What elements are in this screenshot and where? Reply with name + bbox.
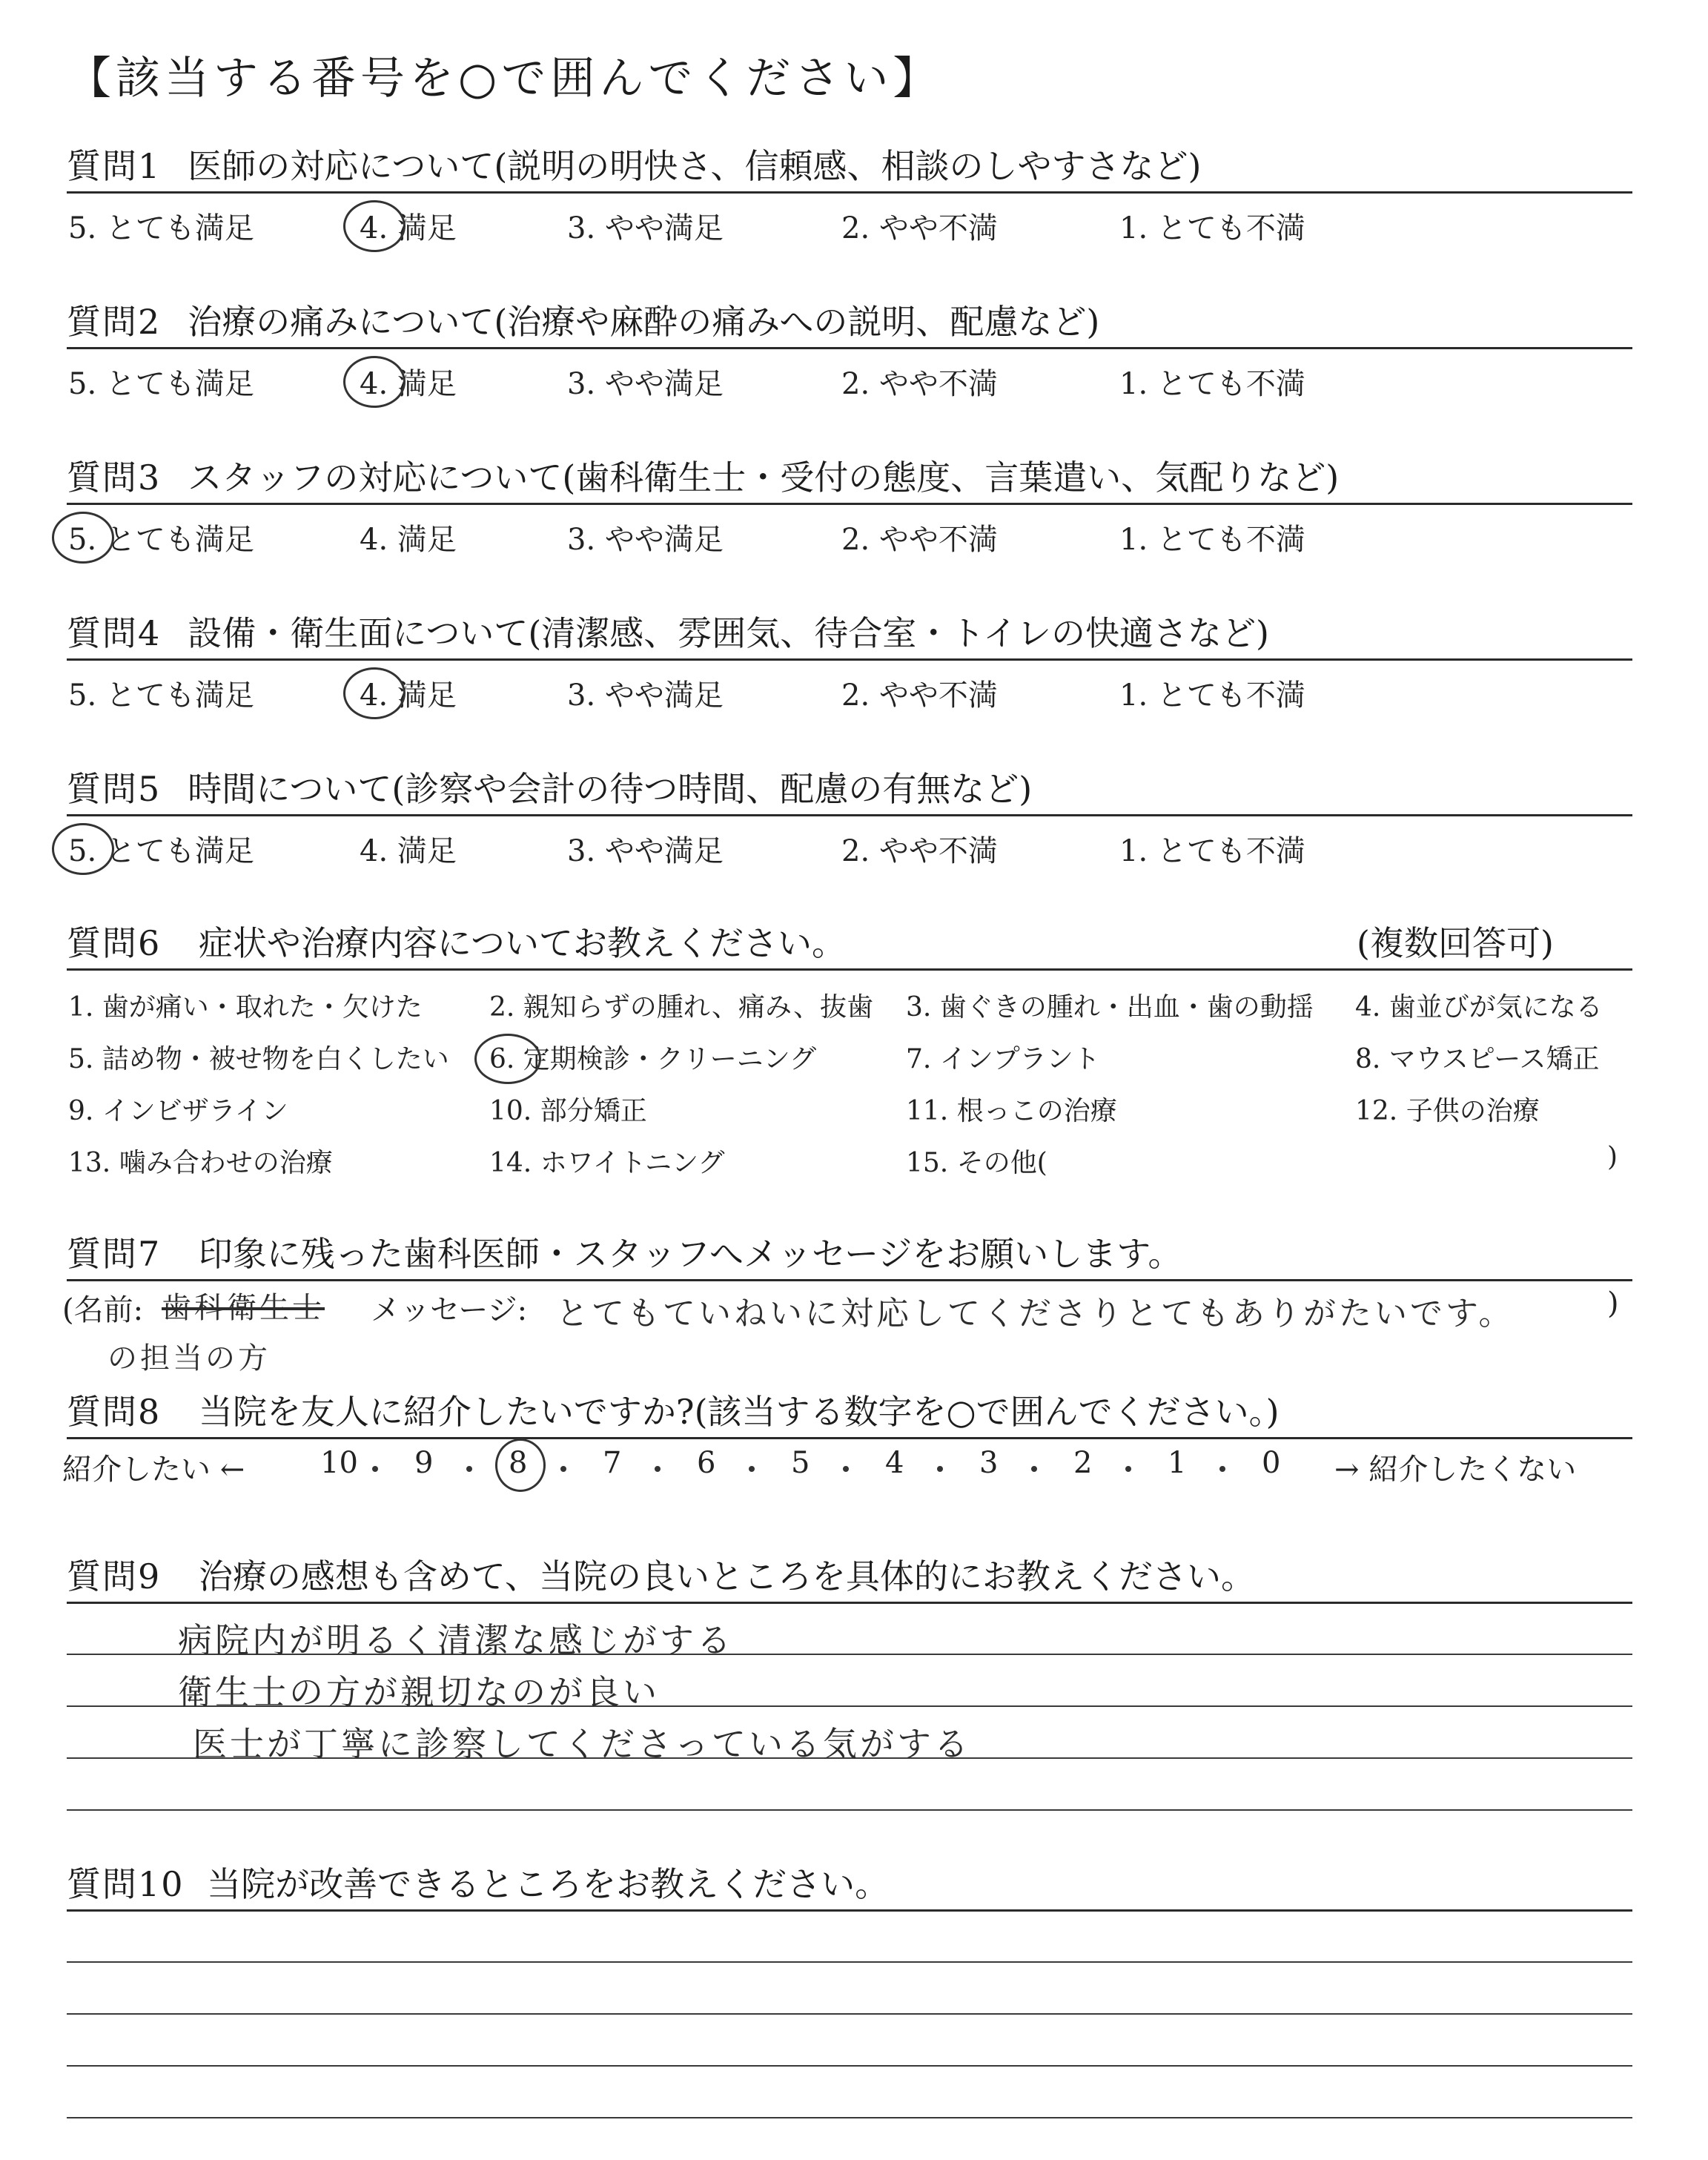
q8-separator-dot bbox=[843, 1466, 849, 1472]
q6-option-10[interactable]: 10. 部分矯正 bbox=[489, 1096, 647, 1126]
q6-option-12[interactable]: 12. 子供の治療 bbox=[1355, 1096, 1540, 1126]
q9-heading bbox=[67, 1550, 1255, 1599]
q3-option-5[interactable]: 5. とても満足 bbox=[68, 523, 254, 557]
q5-option-2[interactable]: 2. やや不満 bbox=[841, 834, 998, 868]
q8-separator-dot bbox=[655, 1466, 661, 1472]
q3-text: スタッフの対応について(歯科衛生士・受付の態度、言葉遣い、気配りなど) bbox=[188, 458, 1340, 498]
q7-label: 質問7 bbox=[67, 1234, 162, 1274]
q1-option-3[interactable]: 3. やや満足 bbox=[567, 211, 724, 245]
q5-selected-circle bbox=[52, 823, 114, 875]
q8-separator-dot bbox=[1031, 1466, 1037, 1472]
q6-option-11[interactable]: 11. 根っこの治療 bbox=[906, 1096, 1117, 1126]
q8-separator-dot bbox=[1125, 1466, 1131, 1472]
q8-selected-circle bbox=[495, 1439, 546, 1492]
q6-option-4[interactable]: 4. 歯並びが気になる bbox=[1355, 992, 1603, 1023]
q10-rule bbox=[67, 1909, 1632, 1912]
q1-selected-circle bbox=[343, 200, 406, 252]
q8-label: 質問8 bbox=[67, 1392, 162, 1432]
q4-rule bbox=[67, 658, 1632, 661]
q4-option-3[interactable]: 3. やや満足 bbox=[567, 678, 724, 713]
q3-option-2[interactable]: 2. やや不満 bbox=[841, 523, 998, 557]
q9-line-5 bbox=[67, 1809, 1632, 1811]
q6-option-14[interactable]: 14. ホワイトニング bbox=[489, 1148, 725, 1178]
q2-text: 治療の痛みについて(治療や麻酔の痛みへの説明、配慮など) bbox=[188, 302, 1100, 342]
q8-separator-dot bbox=[937, 1466, 943, 1472]
q2-option-1[interactable]: 1. とても不満 bbox=[1119, 367, 1305, 401]
q2-option-5[interactable]: 5. とても満足 bbox=[68, 367, 254, 401]
q8-scale-0[interactable]: 0 bbox=[1262, 1446, 1281, 1480]
q1-option-4[interactable]: 4. 満足 bbox=[360, 211, 457, 245]
q6-option-8[interactable]: 8. マウスピース矯正 bbox=[1355, 1044, 1600, 1074]
q5-label: 質問5 bbox=[67, 769, 162, 809]
q8-text: 当院を友人に紹介したいですか?(該当する数字を○で囲んでください。) bbox=[198, 1392, 1280, 1432]
q4-selected-circle bbox=[343, 667, 406, 719]
q4-option-1[interactable]: 1. とても不満 bbox=[1119, 678, 1305, 713]
q2-selected-circle bbox=[343, 356, 406, 408]
q8-scale-4[interactable]: 4 bbox=[885, 1446, 904, 1480]
q6-selected-circle bbox=[474, 1034, 541, 1084]
q6-option-3[interactable]: 3. 歯ぐきの腫れ・出血・歯の動揺 bbox=[906, 992, 1314, 1023]
q6-label: 質問6 bbox=[67, 923, 162, 963]
q10-line-2 bbox=[67, 1961, 1632, 1963]
q3-heading bbox=[67, 451, 1339, 500]
q10-text: 当院が改善できるところをお教えください。 bbox=[207, 1864, 890, 1904]
q9-handwritten-1: 病院内が明るく清潔な感じがする bbox=[178, 1620, 734, 1660]
q6-option-1[interactable]: 1. 歯が痛い・取れた・欠けた bbox=[68, 992, 423, 1023]
q8-separator-dot bbox=[372, 1466, 378, 1472]
q7-close-paren: ) bbox=[1607, 1287, 1619, 1321]
q9-handwritten-2: 衛生士の方が親切なのが良い bbox=[178, 1672, 660, 1712]
q8-right-label: → 紹介したくない bbox=[1334, 1453, 1577, 1487]
q6-text: 症状や治療内容についてお教えください。 bbox=[198, 923, 846, 963]
q6-rule bbox=[67, 968, 1632, 971]
q3-option-1[interactable]: 1. とても不満 bbox=[1119, 523, 1305, 557]
q4-heading bbox=[67, 607, 1269, 655]
q7-name-handwritten: の担当の方 bbox=[107, 1341, 271, 1375]
q8-heading bbox=[67, 1385, 1280, 1434]
q8-scale-3[interactable]: 3 bbox=[979, 1446, 999, 1480]
q5-rule bbox=[67, 814, 1632, 816]
q5-option-4[interactable]: 4. 満足 bbox=[360, 834, 457, 868]
q1-rule bbox=[67, 191, 1632, 194]
q5-text: 時間について(診察や会計の待つ時間、配慮の有無など) bbox=[188, 769, 1033, 809]
q8-separator-dot bbox=[1219, 1466, 1225, 1472]
q3-selected-circle bbox=[52, 512, 114, 564]
q8-separator-dot bbox=[466, 1466, 472, 1472]
q6-option-15[interactable]: 15. その他( bbox=[906, 1148, 1047, 1178]
q3-option-3[interactable]: 3. やや満足 bbox=[567, 523, 724, 557]
q4-option-5[interactable]: 5. とても満足 bbox=[68, 678, 254, 713]
q8-left-label: 紹介したい ← bbox=[62, 1453, 245, 1487]
q1-text: 医師の対応について(説明の明快さ、信頼感、相談のしやすさなど) bbox=[188, 146, 1202, 186]
q2-rule bbox=[67, 347, 1632, 349]
q7-name-crossed: 歯科衛生士 bbox=[162, 1291, 325, 1325]
q5-heading bbox=[67, 762, 1032, 811]
q2-option-3[interactable]: 3. やや満足 bbox=[567, 367, 724, 401]
q6-note: (複数回答可) bbox=[1357, 923, 1554, 963]
q8-rule bbox=[67, 1437, 1632, 1439]
q2-label: 質問2 bbox=[67, 302, 162, 342]
q9-text: 治療の感想も含めて、当院の良いところを具体的にお教えください。 bbox=[198, 1556, 1255, 1596]
q1-option-5[interactable]: 5. とても満足 bbox=[68, 211, 254, 245]
q8-separator-dot bbox=[749, 1466, 755, 1472]
q2-heading bbox=[67, 295, 1099, 344]
q1-option-1[interactable]: 1. とても不満 bbox=[1119, 211, 1305, 245]
q1-label: 質問1 bbox=[67, 146, 162, 186]
q6-option-9[interactable]: 9. インビザライン bbox=[68, 1096, 288, 1126]
q6-heading bbox=[67, 916, 846, 965]
q4-option-2[interactable]: 2. やや不満 bbox=[841, 678, 998, 713]
q8-scale-8[interactable]: 8 bbox=[509, 1446, 528, 1480]
q5-option-3[interactable]: 3. やや満足 bbox=[567, 834, 724, 868]
q5-option-5[interactable]: 5. とても満足 bbox=[68, 834, 254, 868]
q5-option-1[interactable]: 1. とても不満 bbox=[1119, 834, 1305, 868]
q1-option-2[interactable]: 2. やや不満 bbox=[841, 211, 998, 245]
q2-option-2[interactable]: 2. やや不満 bbox=[841, 367, 998, 401]
q9-label: 質問9 bbox=[67, 1556, 162, 1596]
q10-line-5 bbox=[67, 2117, 1632, 2118]
q4-option-4[interactable]: 4. 満足 bbox=[360, 678, 457, 713]
q6-option-13[interactable]: 13. 噛み合わせの治療 bbox=[68, 1148, 333, 1178]
page-title: 【該当する番号を○で囲んでください】 bbox=[67, 53, 942, 105]
q6-option-6[interactable]: 6. 定期検診・クリーニング bbox=[489, 1044, 817, 1074]
q7-heading bbox=[67, 1227, 1182, 1276]
q10-line-3 bbox=[67, 2013, 1632, 2015]
q8-scale-10[interactable]: 10 bbox=[320, 1446, 358, 1480]
q8-scale-5[interactable]: 5 bbox=[791, 1446, 810, 1480]
q3-label: 質問3 bbox=[67, 458, 162, 498]
q10-line-4 bbox=[67, 2065, 1632, 2067]
q9-rule bbox=[67, 1602, 1632, 1604]
q8-separator-dot bbox=[560, 1466, 566, 1472]
q6-other-close-paren: ) bbox=[1607, 1142, 1618, 1172]
q10-heading bbox=[67, 1857, 889, 1906]
q9-handwritten-3: 医士が丁寧に診察してくださっている気がする bbox=[193, 1724, 971, 1764]
q7-message-handwritten: とてもていねいに対応してくださりとてもありがたいです。 bbox=[556, 1295, 1515, 1332]
q6-option-7[interactable]: 7. インプラント bbox=[906, 1044, 1100, 1074]
q8-scale-1[interactable]: 1 bbox=[1168, 1446, 1187, 1480]
q1-heading bbox=[67, 139, 1201, 188]
q10-label: 質問10 bbox=[67, 1864, 185, 1904]
q8-scale-9[interactable]: 9 bbox=[414, 1446, 434, 1480]
q6-option-5[interactable]: 5. 詰め物・被せ物を白くしたい bbox=[68, 1044, 449, 1074]
q7-name-label: (名前: bbox=[62, 1293, 144, 1327]
q8-scale-6[interactable]: 6 bbox=[697, 1446, 716, 1480]
q4-label: 質問4 bbox=[67, 613, 162, 653]
q6-option-2[interactable]: 2. 親知らずの腫れ、痛み、抜歯 bbox=[489, 992, 874, 1023]
q3-option-4[interactable]: 4. 満足 bbox=[360, 523, 457, 557]
q8-scale-7[interactable]: 7 bbox=[603, 1446, 622, 1480]
q3-rule bbox=[67, 503, 1632, 505]
q4-text: 設備・衛生面について(清潔感、雰囲気、待合室・トイレの快適さなど) bbox=[188, 613, 1269, 653]
q8-scale-2[interactable]: 2 bbox=[1073, 1446, 1093, 1480]
q7-text: 印象に残った歯科医師・スタッフへメッセージをお願いします。 bbox=[198, 1234, 1182, 1274]
q2-option-4[interactable]: 4. 満足 bbox=[360, 367, 457, 401]
q7-message-label: メッセージ: bbox=[371, 1293, 528, 1327]
q7-rule bbox=[67, 1279, 1632, 1281]
